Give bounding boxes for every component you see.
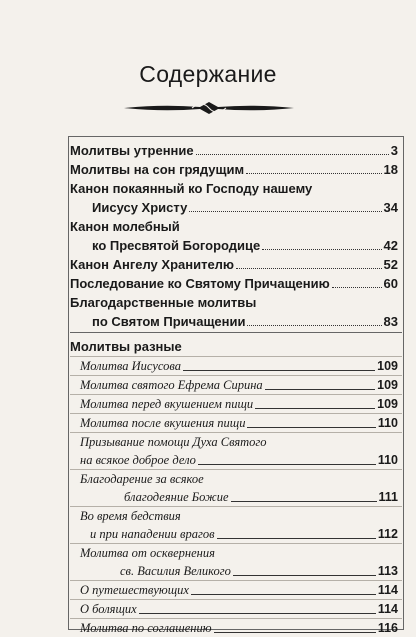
toc-sub-entry[interactable]: Молитва по соглашению 116 [70,618,402,637]
toc-sub-entry[interactable]: Во время бедствия и при нападении врагов 112 [70,506,402,543]
toc-entry[interactable]: Молитвы на сон грядущим 18 [70,162,398,177]
leader-line [265,389,375,390]
toc-sub-entry[interactable]: Молитва после вкушения пищи 110 [70,413,402,432]
page-number: 112 [377,527,398,541]
toc-entry[interactable]: Благодарственные молитвы по Святом Причащении 83 [70,295,398,329]
page-number: 60 [383,276,398,291]
toc-entry[interactable]: Последование ко Святому Причащению 60 [70,276,398,291]
page-number: 18 [383,162,398,177]
toc-entry[interactable]: Канон покаянный ко Господу нашему Иисусу Христу 34 [70,181,398,215]
page-number: 42 [383,238,398,253]
dot-leader [332,287,382,288]
page-number: 83 [383,314,398,329]
page-number: 111 [378,490,398,504]
section-heading: Молитвы разные [70,339,182,354]
dot-leader [262,249,381,250]
leader-line [255,408,375,409]
leader-line [214,632,376,633]
leader-line [247,427,375,428]
page-number: 114 [377,583,398,597]
dot-leader [236,268,381,269]
page-number: 109 [377,397,398,411]
dot-leader [246,173,381,174]
page-number: 109 [377,378,398,392]
dot-leader [196,154,389,155]
page-number: 109 [377,359,398,373]
page-number: 110 [377,453,398,467]
page-number: 116 [377,621,398,635]
toc-sub-entry[interactable]: Призывание помощи Духа Святого на всякое доброе дело 110 [70,432,402,469]
toc-entry[interactable]: Канон Ангелу Хранителю 52 [70,257,398,272]
page-number: 52 [383,257,398,272]
toc-sub-entry[interactable]: Молитва Иисусова 109 [70,356,402,375]
leader-line [198,464,376,465]
page-number: 113 [377,564,398,578]
leader-line [217,538,376,539]
toc-misc-prayers-section [70,332,402,637]
leader-line [191,594,376,595]
page-number: 34 [383,200,398,215]
leader-line [233,575,376,576]
toc-entry[interactable]: Канон молебный ко Пресвятой Богородице 42 [70,219,398,253]
toc-main-section [70,141,402,331]
toc-sub-entry[interactable]: Благодарение за всякое благодеяние Божие 111 [70,469,402,506]
dot-leader [247,325,381,326]
page-number: 3 [390,143,398,158]
leader-line [139,613,376,614]
leader-line [183,370,375,371]
toc-sub-entry[interactable]: О болящих 114 [70,599,402,618]
toc-sub-entry[interactable]: Молитва от осквернения св. Василия Великого 113 [70,543,402,580]
toc-sub-entry[interactable]: О путешествующих 114 [70,580,402,599]
page-number: 114 [377,602,398,616]
page-number: 110 [377,416,398,430]
leader-line [231,501,377,502]
toc-sub-entry[interactable]: Молитва перед вкушением пищи 109 [70,394,402,413]
toc-entry[interactable]: Молитвы утренние 3 [70,143,398,158]
decorative-divider-ornament [122,98,296,118]
toc-sub-entry[interactable]: Молитва святого Ефрема Сирина 109 [70,375,402,394]
page-title: Содержание [139,61,277,87]
dot-leader [189,211,381,212]
